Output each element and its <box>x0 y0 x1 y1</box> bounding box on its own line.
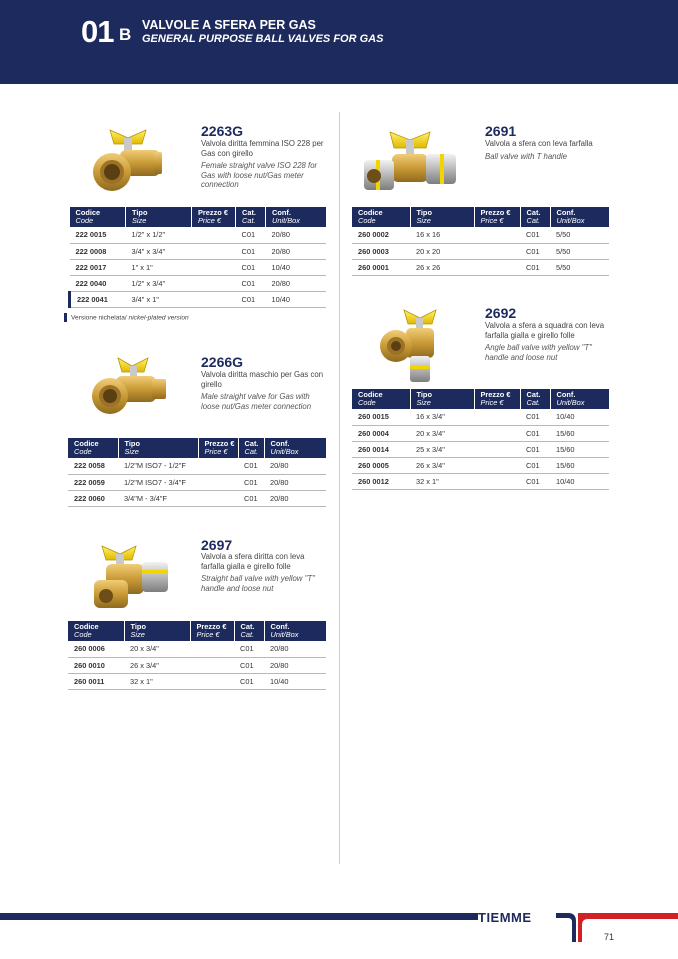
section-title-en: GENERAL PURPOSE BALL VALVES FOR GAS <box>142 33 384 45</box>
cell-cat: C01 <box>520 473 550 489</box>
nickel-plated-note: Versione nichelata/ nickel-plated version <box>64 313 189 322</box>
table-row <box>352 227 609 243</box>
cell-code: 222 0008 <box>70 243 126 259</box>
cell-cat: C01 <box>238 490 264 506</box>
header-price: Prezzo € Price € <box>474 207 520 227</box>
table-row <box>68 673 326 689</box>
header-code: Codice Code <box>68 438 118 458</box>
cell-size: 1/2" x 3/4" <box>126 275 192 291</box>
header-box: Conf. Unit/Box <box>550 389 609 409</box>
header-cat: Cat. Cat. <box>236 207 266 227</box>
cell-size: 3/4" x 1" <box>126 291 192 307</box>
cell-code: 260 0004 <box>352 425 410 441</box>
cell-size: 1/2"M ISO7 - 1/2"F <box>118 458 198 474</box>
cell-box: 20/80 <box>266 243 327 259</box>
cell-code: 260 0010 <box>68 657 124 673</box>
cell-box: 20/80 <box>266 275 327 291</box>
cell-code: 260 0014 <box>352 441 410 457</box>
cell-cat: C01 <box>520 259 550 275</box>
cell-code: 260 0003 <box>352 243 410 259</box>
brand-swoosh-icon <box>556 912 678 946</box>
header-size: Tipo Size <box>410 389 474 409</box>
cell-code: 260 0012 <box>352 473 410 489</box>
header-price: Prezzo € Price € <box>198 438 238 458</box>
brand-logo: TIEMME <box>478 910 532 925</box>
header-code: Codice Code <box>70 207 126 227</box>
header-price: Prezzo € Price € <box>190 621 234 641</box>
cell-price <box>190 641 234 657</box>
cell-box: 20/80 <box>264 657 326 673</box>
header-cat: Cat. Cat. <box>238 438 264 458</box>
cell-size: 3/4" x 3/4" <box>126 243 192 259</box>
cell-code: 260 0002 <box>352 227 410 243</box>
cell-cat: C01 <box>234 673 264 689</box>
header-price: Prezzo € Price € <box>474 389 520 409</box>
table-row <box>352 243 609 259</box>
cell-cat: C01 <box>238 458 264 474</box>
table-row <box>68 458 326 474</box>
cell-price <box>198 490 238 506</box>
cell-size: 1/2" x 1/2" <box>126 227 192 243</box>
product-table-2692 <box>352 389 609 490</box>
cell-cat: C01 <box>238 474 264 490</box>
valve-2691-image <box>360 128 460 198</box>
cell-price <box>192 227 236 243</box>
cell-cat: C01 <box>236 291 266 307</box>
table-body <box>352 409 609 489</box>
cell-box: 15/60 <box>550 425 609 441</box>
cell-price <box>474 457 520 473</box>
cell-size: 1/2"M ISO7 - 3/4"F <box>118 474 198 490</box>
cell-box: 15/60 <box>550 441 609 457</box>
cell-price <box>198 474 238 490</box>
cell-box: 15/60 <box>550 457 609 473</box>
table-row <box>352 441 609 457</box>
table-row <box>352 473 609 489</box>
product-description: Valvola a sfera con leva farfalla Ball valve with T handle <box>485 139 593 161</box>
cell-box: 20/80 <box>266 227 327 243</box>
header-box: Conf. Unit/Box <box>266 207 327 227</box>
cell-size: 26 x 3/4" <box>410 457 474 473</box>
header-price: Prezzo € Price € <box>192 207 236 227</box>
product-code: 2691 <box>485 123 517 139</box>
table-row <box>68 474 326 490</box>
table-body <box>68 458 326 506</box>
table-row <box>352 457 609 473</box>
cell-price <box>192 275 236 291</box>
product-description: Valvola diritta maschio per Gas con girello Male straight valve for Gas with loose nut/Gas meter connection <box>201 370 324 411</box>
valve-2692-image <box>376 306 452 386</box>
table-row <box>70 275 327 291</box>
cell-code: 260 0015 <box>352 409 410 425</box>
cell-price <box>474 441 520 457</box>
cell-size: 20 x 3/4" <box>410 425 474 441</box>
table-body <box>70 227 327 307</box>
table-row <box>352 259 609 275</box>
header-cat: Cat. Cat. <box>520 389 550 409</box>
cell-size: 26 x 26 <box>410 259 474 275</box>
cell-size: 3/4"M - 3/4"F <box>118 490 198 506</box>
header-box: Conf. Unit/Box <box>550 207 609 227</box>
cell-box: 20/80 <box>264 490 326 506</box>
header-size: Tipo Size <box>410 207 474 227</box>
cell-box: 10/40 <box>266 291 327 307</box>
header-cat: Cat. Cat. <box>520 207 550 227</box>
product-code: 2263G <box>201 123 244 139</box>
product-table-2266g <box>68 438 326 507</box>
cell-box: 20/80 <box>264 458 326 474</box>
cell-size: 32 x 1" <box>410 473 474 489</box>
cell-price <box>474 473 520 489</box>
cell-cat: C01 <box>520 409 550 425</box>
cell-size: 16 x 16 <box>410 227 474 243</box>
cell-price <box>190 657 234 673</box>
product-description: Valvola a sfera diritta con leva farfalla gialla e girello folle Straight ball valve with yellow "T" handle and loose nut <box>201 552 315 593</box>
table-row <box>70 259 327 275</box>
cell-box: 10/40 <box>550 409 609 425</box>
product-description: Valvola a sfera a squadra con leva farfalla gialla e girello folle Angle ball valve with yellow "T" handle and loose nut <box>485 321 605 362</box>
valve-2263g-image <box>90 124 166 196</box>
cell-code: 260 0005 <box>352 457 410 473</box>
cell-price <box>474 409 520 425</box>
cell-size: 20 x 3/4" <box>124 641 190 657</box>
cell-size: 26 x 3/4" <box>124 657 190 673</box>
cell-box: 5/50 <box>550 259 609 275</box>
note-marker <box>64 313 67 322</box>
cell-price <box>474 259 520 275</box>
header-cat: Cat. Cat. <box>234 621 264 641</box>
cell-cat: C01 <box>234 641 264 657</box>
cell-box: 10/40 <box>550 473 609 489</box>
cell-size: 25 x 3/4" <box>410 441 474 457</box>
table-body <box>352 227 609 275</box>
table-row <box>68 641 326 657</box>
cell-code: 222 0041 <box>70 291 126 307</box>
page-number: 71 <box>604 932 615 942</box>
product-table-2697 <box>68 621 326 690</box>
cell-price <box>474 243 520 259</box>
cell-box: 20/80 <box>264 474 326 490</box>
cell-cat: C01 <box>236 275 266 291</box>
product-code: 2697 <box>201 537 233 553</box>
cell-cat: C01 <box>236 243 266 259</box>
cell-code: 260 0006 <box>68 641 124 657</box>
table-row <box>68 657 326 673</box>
cell-code: 222 0015 <box>70 227 126 243</box>
page-header <box>0 0 678 84</box>
table-row <box>68 490 326 506</box>
product-code: 2266G <box>201 354 244 370</box>
cell-price <box>192 243 236 259</box>
cell-price <box>192 259 236 275</box>
product-table-2263g <box>68 207 326 308</box>
footer-bar <box>0 913 478 920</box>
header-size: Tipo Size <box>124 621 190 641</box>
header-code: Codice Code <box>352 389 410 409</box>
cell-size: 16 x 3/4" <box>410 409 474 425</box>
cell-cat: C01 <box>520 425 550 441</box>
cell-code: 222 0058 <box>68 458 118 474</box>
cell-cat: C01 <box>234 657 264 673</box>
cell-code: 222 0017 <box>70 259 126 275</box>
section-letter: B <box>119 25 132 44</box>
header-code: Codice Code <box>68 621 124 641</box>
valve-2697-image <box>86 540 174 612</box>
cell-code: 222 0040 <box>70 275 126 291</box>
cell-box: 5/50 <box>550 227 609 243</box>
cell-size: 1" x 1" <box>126 259 192 275</box>
cell-code: 222 0059 <box>68 474 118 490</box>
section-title-it: VALVOLE A SFERA PER GAS <box>142 18 316 32</box>
header-size: Tipo Size <box>118 438 198 458</box>
cell-code: 260 0001 <box>352 259 410 275</box>
valve-2266g-image <box>88 354 170 420</box>
table-row <box>70 243 327 259</box>
section-number: 01 <box>81 14 114 49</box>
cell-cat: C01 <box>520 243 550 259</box>
header-code: Codice Code <box>352 207 410 227</box>
cell-size: 20 x 20 <box>410 243 474 259</box>
cell-price <box>474 425 520 441</box>
header-box: Conf. Unit/Box <box>264 438 326 458</box>
cell-cat: C01 <box>236 227 266 243</box>
cell-code: 260 0011 <box>68 673 124 689</box>
product-table-2691 <box>352 207 609 276</box>
cell-cat: C01 <box>236 259 266 275</box>
cell-box: 5/50 <box>550 243 609 259</box>
cell-cat: C01 <box>520 457 550 473</box>
product-description: Valvola diritta femmina ISO 228 per Gas con girello Female straight valve ISO 228 for Gas with loose nut/Gas meter connection <box>201 139 324 189</box>
product-code: 2692 <box>485 305 517 321</box>
table-row <box>352 409 609 425</box>
cell-box: 20/80 <box>264 641 326 657</box>
header-box: Conf. Unit/Box <box>264 621 326 641</box>
cell-cat: C01 <box>520 441 550 457</box>
cell-box: 10/40 <box>266 259 327 275</box>
table-row <box>70 291 327 307</box>
cell-price <box>190 673 234 689</box>
cell-price <box>192 291 236 307</box>
table-body <box>68 641 326 689</box>
cell-code: 222 0060 <box>68 490 118 506</box>
cell-size: 32 x 1" <box>124 673 190 689</box>
cell-cat: C01 <box>520 227 550 243</box>
column-divider <box>339 112 340 864</box>
cell-price <box>198 458 238 474</box>
cell-box: 10/40 <box>264 673 326 689</box>
table-row <box>70 227 327 243</box>
header-size: Tipo Size <box>126 207 192 227</box>
cell-price <box>474 227 520 243</box>
table-row <box>352 425 609 441</box>
